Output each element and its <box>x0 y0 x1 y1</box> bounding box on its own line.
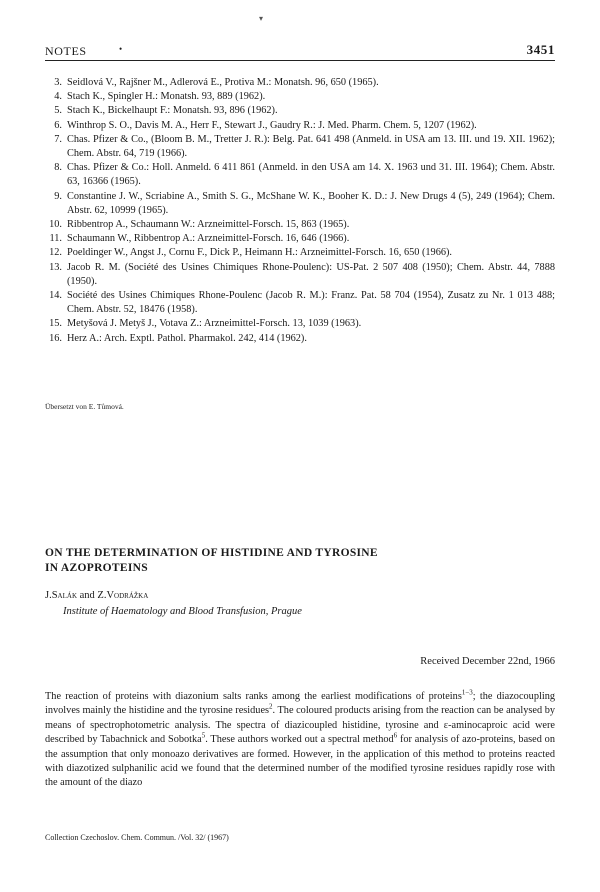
body-text-3: . The coloured products arising from the reaction can be analysed by means of spectrophotometric analysis. The spectra of diazicoupled histidine, tyrosine and ε-aminocaproic acid were described by Tabachnick and Sobotka <box>45 705 555 746</box>
article-title-line-2: IN AZOPROTEINS <box>45 562 148 574</box>
journal-footer: Collection Czechoslov. Chem. Commun. /Vol. 32/ (1967) <box>45 833 229 842</box>
author-line <box>45 590 148 601</box>
reference-number: 14. <box>49 290 62 302</box>
reference-text: Société des Usines Chimiques Rhone-Poulenc (Jacob R. M.): Franz. Pat. 58 704 (1954), Zusatz zu Nr. 1 013 488; Chem. Abstr. 52, 18476 (1958). <box>67 290 555 316</box>
article-title <box>45 546 555 576</box>
reference-text: Chas. Pfizer & Co.: Holl. Anmeld. 6 411 861 (Anmeld. in den USA am 14. X. 1963 und 31. III. 1964); Chem. Abstr. 63, 16366 (1965). <box>67 162 555 188</box>
page-mark: ▾ <box>259 14 264 23</box>
citation-4: 6 <box>393 731 398 740</box>
reference-number: 16. <box>49 332 62 344</box>
author-1-surname: Salák <box>51 590 77 601</box>
reference-item <box>45 104 555 118</box>
body-text-1: The reaction of proteins with diazonium salts ranks among the earliest modifications of proteins <box>45 691 462 702</box>
reference-item <box>45 289 555 317</box>
author-2-surname: Vodrážka <box>106 590 149 601</box>
reference-text: Ribbentrop A., Schaumann W.: Arzneimittel-Forsch. 15, 863 (1965). <box>67 219 350 231</box>
reference-text: Metyšová J. Metyš J., Votava Z.: Arzneimittel-Forsch. 13, 1039 (1963). <box>67 318 362 330</box>
reference-text: Jacob R. M. (Société des Usines Chimiques Rhone-Poulenc): US-Pat. 2 507 408 (1950); Chem. Abstr. 44, 7888 (1950). <box>67 261 555 287</box>
reference-number: 12. <box>49 247 62 259</box>
citation-1: 1−3 <box>461 688 473 697</box>
body-text-5: for analysis of azo-proteins, based on the assumption that only monoazo derivatives are formed. However, in the application of this method to proteins reacted with diazotized sulphanilic acid we found that the determined number of the modified tyrosine residues rapidly rose with the amount of the diazo <box>45 734 555 789</box>
reference-text: Herz A.: Arch. Exptl. Pathol. Pharmakol. 242, 414 (1962). <box>67 332 307 344</box>
reference-text: Constantine J. W., Scriabine A., Smith S. G., McShane W. K., Booher K. D.: J. New Drugs 4 (5), 249 (1964); Chem. Abstr. 62, 10999 (1965). <box>67 190 555 216</box>
reference-text: Stach K., Spingler H.: Monatsh. 93, 889 (1962). <box>67 91 266 103</box>
author-2-initial: Z. <box>97 590 107 601</box>
institute: Institute of Haematology and Blood Transfusion, Prague <box>63 606 302 617</box>
reference-item <box>45 76 555 90</box>
body-text-2: ; the diazocoupling involves mainly the histidine and the tyrosine residues <box>45 691 555 717</box>
reference-text: Schaumann W., Ribbentrop A.: Arzneimittel-Forsch. 16, 646 (1966). <box>67 233 350 245</box>
page <box>45 0 555 892</box>
reference-item <box>45 119 555 133</box>
reference-item <box>45 90 555 104</box>
reference-item <box>45 190 555 218</box>
reference-item <box>45 232 555 246</box>
reference-item <box>45 133 555 161</box>
reference-number: 4. <box>54 91 62 103</box>
reference-list <box>45 76 555 346</box>
page-number: 3451 <box>526 42 555 57</box>
running-header <box>45 42 555 61</box>
section-title: NOTES <box>45 44 87 58</box>
author-joiner: and <box>77 590 98 601</box>
reference-number: 10. <box>49 219 62 231</box>
reference-text: Stach K., Bickelhaupt F.: Monatsh. 93, 896 (1962). <box>67 105 278 117</box>
received-date: Received December 22nd, 1966 <box>420 656 555 667</box>
reference-number: 8. <box>54 162 62 174</box>
reference-item <box>45 161 555 189</box>
reference-item <box>45 332 555 346</box>
reference-number: 9. <box>54 190 62 202</box>
reference-item <box>45 218 555 232</box>
article-body <box>45 690 555 791</box>
citation-3: 5 <box>201 731 206 740</box>
reference-number: 15. <box>49 318 62 330</box>
reference-number: 5. <box>54 105 62 117</box>
reference-text: Poeldinger W., Angst J., Cornu F., Dick P., Heimann H.: Arzneimittel-Forsch. 16, 650 (1966). <box>67 247 453 259</box>
reference-text: Seidlová V., Rajšner M., Adlerová E., Protiva M.: Monatsh. 96, 650 (1965). <box>67 77 379 88</box>
reference-item <box>45 261 555 289</box>
reference-text: Winthrop S. O., Davis M. A., Herr F., Stewart J., Gaudry R.: J. Med. Pharm. Chem. 5, 1207 (1962). <box>67 119 477 131</box>
reference-number: 13. <box>49 261 62 273</box>
reference-number: 6. <box>54 119 62 131</box>
header-mark: • <box>119 44 123 54</box>
body-text-4: . These authors worked out a spectral method <box>205 734 394 746</box>
reference-item <box>45 317 555 331</box>
citation-2: 2 <box>269 702 273 711</box>
reference-number: 7. <box>54 133 62 145</box>
reference-text: Chas. Pfizer & Co., (Bloom B. M., Tretter J. R.): Belg. Pat. 641 498 (Anmeld. in USA am 13. III. und 19. XII. 1962); Chem. Abstr. 64, 719 (1966). <box>67 133 555 160</box>
reference-number: 11. <box>49 233 62 245</box>
article-title-line-1: ON THE DETERMINATION OF HISTIDINE AND TYROSINE <box>45 547 378 559</box>
translator-note: Übersetzt von E. Tůmová. <box>45 402 124 411</box>
author-1-initial: J. <box>45 590 52 601</box>
reference-number: 3. <box>54 77 62 88</box>
reference-item <box>45 246 555 260</box>
